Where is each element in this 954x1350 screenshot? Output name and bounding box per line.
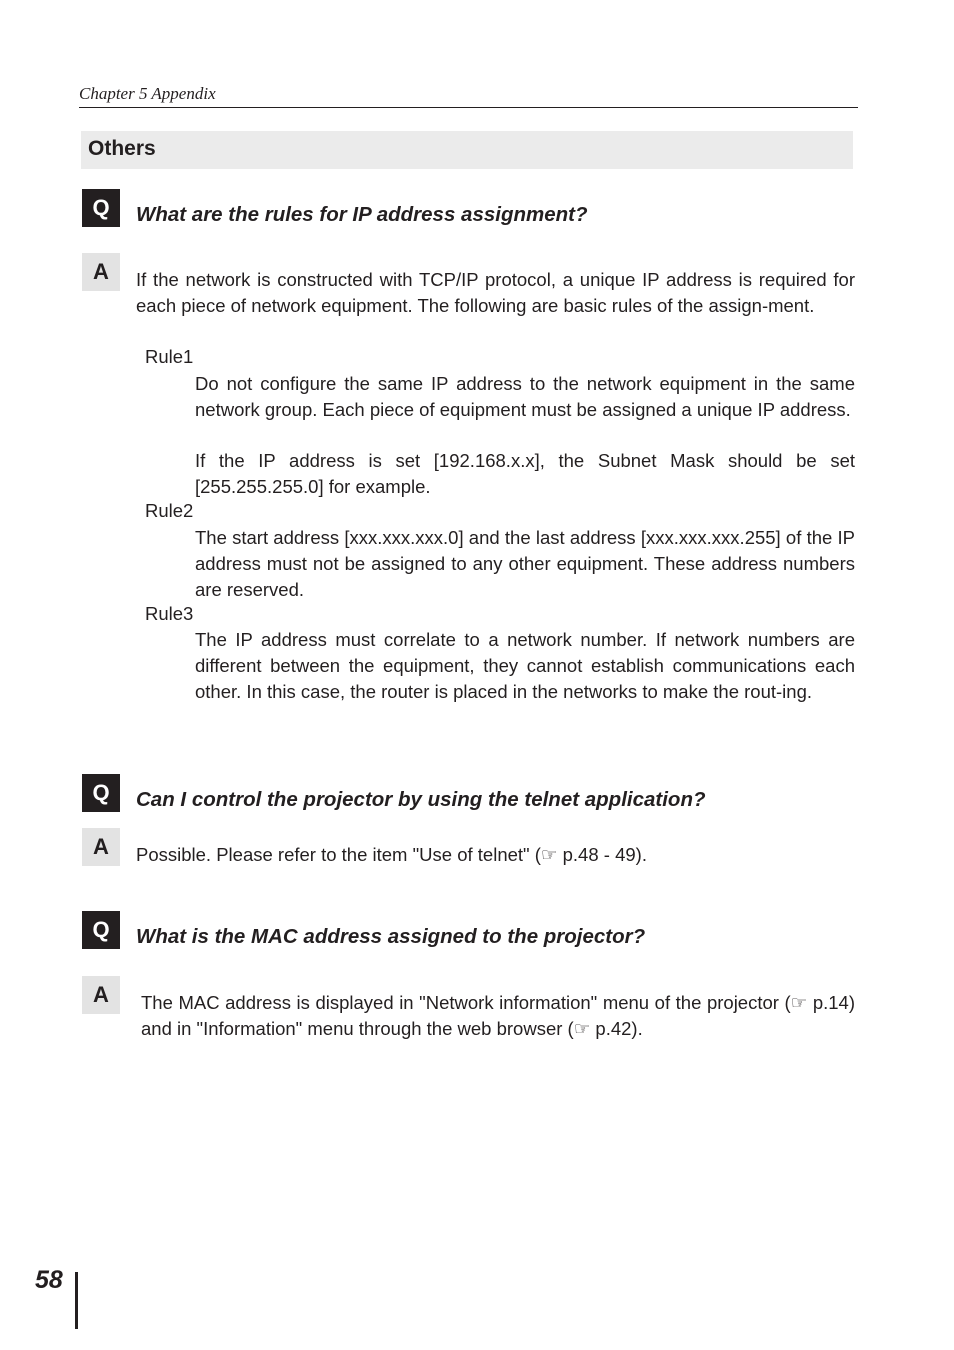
answer-1-intro: If the network is constructed with TCP/IP protocol, a unique IP address is required for each piece of network equipment. The following are basic rules of the assign-ment. <box>136 269 855 316</box>
chapter-header: Chapter 5 Appendix <box>79 84 216 103</box>
rule-1-paragraph-2: If the IP address is set [192.168.x.x], the Subnet Mask should be set [255.255.255.0] for example. <box>195 450 855 497</box>
header-divider <box>79 107 858 108</box>
answer-badge: A <box>82 976 120 1014</box>
rule-2-paragraph: The start address [xxx.xxx.xxx.0] and the last address [xxx.xxx.xxx.255] of the IP address must not be assigned to any other equipment. These address numbers are reserved. <box>195 527 855 600</box>
question-3: What is the MAC address assigned to the projector? <box>136 925 646 948</box>
question-badge: Q <box>82 911 120 949</box>
answer-2: Possible. Please refer to the item "Use of telnet" (☞ p.48 - 49). <box>136 844 647 865</box>
question-1: What are the rules for IP address assignment? <box>136 203 588 226</box>
question-badge: Q <box>82 189 120 227</box>
rule-1-paragraph-1: Do not configure the same IP address to the network equipment in the same network group. Each piece of equipment must be assigned a unique IP address. <box>195 373 855 420</box>
rule-3-paragraph: The IP address must correlate to a network number. If network numbers are different between the equipment, they cannot establish communications each other. In this case, the router is placed in the networks to make the rout-ing. <box>195 629 855 702</box>
question-badge: Q <box>82 774 120 812</box>
page-number: 58 <box>35 1266 63 1294</box>
rule-3-label: Rule3 <box>145 603 194 624</box>
rule-1-label: Rule1 <box>145 346 194 367</box>
answer-badge: A <box>82 828 120 866</box>
section-header <box>81 131 853 169</box>
page-number-bar <box>75 1272 78 1329</box>
rule-2-label: Rule2 <box>145 500 194 521</box>
section-title: Others <box>88 137 156 160</box>
answer-badge: A <box>82 253 120 291</box>
question-2: Can I control the projector by using the telnet application? <box>136 788 706 811</box>
answer-3: The MAC address is displayed in "Network information" menu of the projector (☞ p.14) and in "Information" menu through the web browser (☞ p.42). <box>141 992 855 1039</box>
